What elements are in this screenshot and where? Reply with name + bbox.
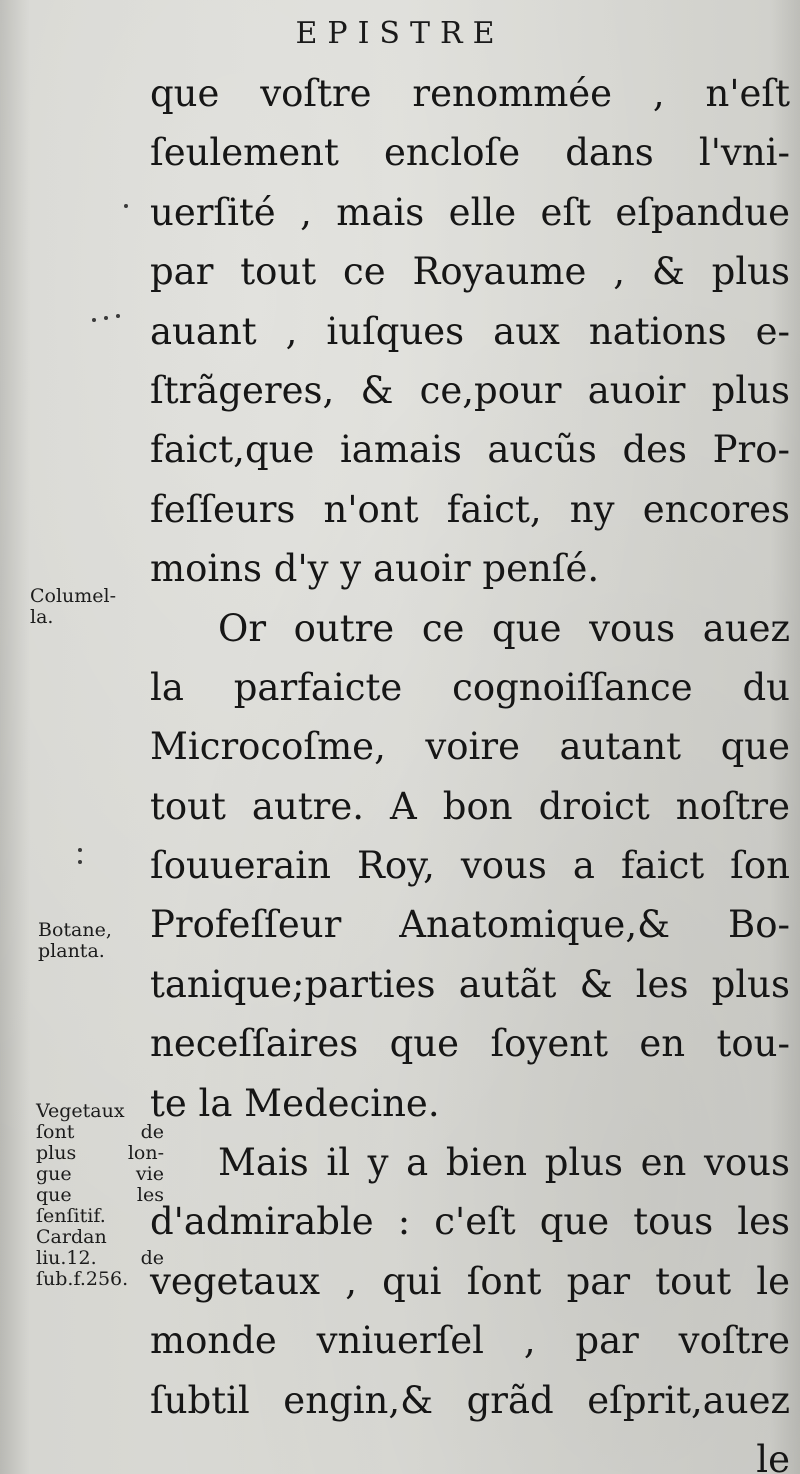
body-text [150,64,790,1474]
ink-speck [116,314,120,318]
text-line: la parfaicte cognoiſſance du [150,665,790,709]
text-line: neceſſaires que ſoyent en tou- [150,1022,790,1066]
text-line: que voſtre renommée , n'eſt [150,72,790,115]
margin-note-line: ſub.f.256. [36,1268,129,1290]
ink-speck [124,204,128,208]
text-line: Profeſſeur Anatomique,& Bo- [150,903,790,947]
margin-note-line: Cardan [36,1226,107,1248]
ink-speck [78,860,82,864]
margin-note-columella [30,586,116,628]
text-line: feſſeurs n'ont faict, ny encores [150,487,790,531]
margin-note-line: planta. [38,940,105,962]
margin-note-line: que les [36,1184,164,1206]
text-line: ſubtil engin,& grãd eſprit,auez [150,1378,790,1422]
margin-note-line: Botane, [38,919,112,941]
text-line: ſouuerain Roy, vous a faict ſon [150,844,790,888]
margin-note-line: la. [30,606,54,628]
margin-note-botane [38,920,112,962]
running-head: EPISTRE [295,16,505,51]
text-line: d'admirable : c'eſt que tous les [150,1200,790,1244]
text-line: uerſité , mais elle eſt eſpandue [150,190,790,234]
text-line: tanique;parties autãt & les plus [150,962,790,1006]
text-line: te la Medecine. [150,1081,440,1125]
ink-speck [92,318,96,322]
margin-note-line: Columel- [30,585,117,607]
text-line: tout autre. A bon droict noſtre [150,784,790,828]
text-line: par tout ce Royaume , & plus [150,250,790,294]
margin-note-line: liu.12. de [36,1247,164,1269]
paragraph-first-line: Or outre ce que vous auez [218,606,790,650]
margin-note-vegetaux [36,1101,164,1290]
paragraph-first-line: Mais il y a bien plus en vous [218,1141,790,1185]
margin-note-line: ſenſitif. [36,1205,106,1227]
text-line: faict,que iamais aucũs des Pro- [150,428,790,472]
text-line: Microcoſme, voire autant que [150,725,790,769]
catchword: le [756,1437,790,1474]
ink-speck [104,316,108,320]
margin-note-line: plus lon- [36,1142,164,1164]
ink-speck [78,848,82,852]
text-line: moins d'y y auoir penſé. [150,547,600,591]
margin-note-line: gue vie [36,1163,164,1185]
text-line: auant , iuſques aux nations e- [150,309,790,353]
text-line: ſtrãgeres, & ce,pour auoir plus [150,368,790,412]
text-line: monde vniuerſel , par voſtre [150,1319,790,1363]
margin-note-line: Vegetaux [36,1100,125,1122]
margin-note-line: ſont de [36,1121,164,1143]
text-line: ſeulement encloſe dans l'vni- [150,131,790,175]
text-line: vegetaux , qui ſont par tout le [150,1259,790,1303]
